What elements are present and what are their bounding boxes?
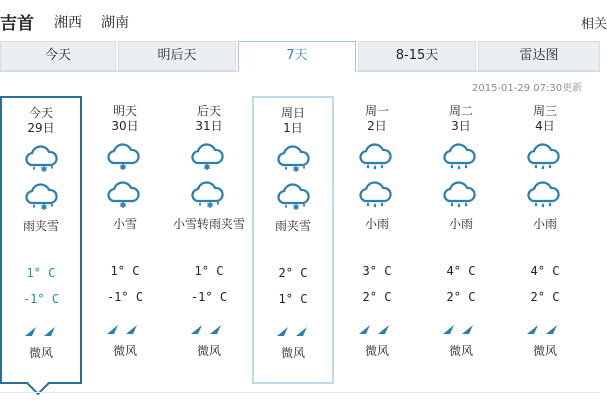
temp-high: 4° C	[446, 264, 476, 278]
wind-icon	[526, 322, 562, 336]
day-label: 后天	[196, 104, 221, 118]
date-label: 31日	[195, 119, 223, 133]
date-label: 30日	[111, 119, 139, 133]
city-name: 吉首	[0, 14, 34, 34]
wind-icon	[358, 322, 394, 336]
day-column[interactable]	[168, 96, 250, 384]
wind-icon	[190, 322, 226, 336]
wind-label: 微风	[532, 344, 557, 358]
temp-high: 1° C	[110, 264, 140, 278]
day-column[interactable]	[420, 96, 502, 384]
temp-high: 4° C	[530, 264, 560, 278]
rain-icon	[357, 179, 393, 209]
location-header	[0, 0, 607, 40]
temp-low: -1° C	[22, 292, 60, 306]
sleet-icon	[23, 143, 59, 173]
day-label: 周一	[364, 104, 389, 118]
sleet-icon	[275, 143, 311, 173]
snow-icon	[105, 179, 141, 209]
wind-icon	[276, 324, 312, 338]
date-label: 29日	[27, 121, 55, 135]
day-label: 周三	[532, 104, 557, 118]
snow-icon	[189, 141, 225, 171]
update-time: 2015-01-29 07:30更新	[472, 83, 583, 94]
tab-7day[interactable]: 7天	[238, 41, 356, 72]
day-column[interactable]	[336, 96, 418, 384]
wind-label: 微风	[196, 344, 221, 358]
weather-desc: 小雪转雨夹雪	[172, 217, 245, 231]
day-label: 明天	[112, 104, 137, 118]
snow-icon	[105, 141, 141, 171]
day-column[interactable]	[504, 96, 586, 384]
temp-high: 3° C	[362, 264, 392, 278]
temp-high: 2° C	[278, 266, 308, 280]
rain-icon	[441, 141, 477, 171]
tab-radar[interactable]: 雷达图	[478, 41, 600, 71]
day-column[interactable]	[0, 96, 82, 384]
day-label: 今天	[28, 106, 53, 120]
temp-low: 2° C	[446, 290, 476, 304]
tab-8-15day[interactable]: 8-15天	[358, 41, 476, 71]
forecast-tabs	[0, 41, 600, 72]
wind-label: 微风	[112, 344, 137, 358]
temp-low: -1° C	[106, 290, 144, 304]
rain-icon	[441, 179, 477, 209]
temp-low: 2° C	[362, 290, 392, 304]
tab-tomorrow[interactable]: 明后天	[118, 41, 236, 71]
wind-icon	[442, 322, 478, 336]
date-label: 1日	[283, 121, 303, 135]
date-label: 3日	[451, 119, 471, 133]
weather-desc: 小雪	[112, 217, 137, 231]
sleet-icon	[23, 181, 59, 211]
weather-desc: 小雨	[364, 217, 389, 231]
day-label: 周日	[280, 106, 305, 120]
tab-today[interactable]: 今天	[0, 41, 116, 71]
temp-low: 1° C	[278, 292, 308, 306]
date-label: 2日	[367, 119, 387, 133]
wind-label: 微风	[280, 346, 305, 360]
divider	[0, 392, 600, 393]
province-link[interactable]: 湖南	[101, 15, 129, 31]
related-link[interactable]: 相关	[581, 17, 607, 32]
weather-desc: 雨夹雪	[22, 219, 59, 233]
rain-icon	[525, 141, 561, 171]
temp-low: 2° C	[530, 290, 560, 304]
day-label: 周二	[448, 104, 473, 118]
temp-high: 1° C	[26, 266, 56, 280]
weather-desc: 雨夹雪	[274, 219, 311, 233]
rain-icon	[525, 179, 561, 209]
sleet-icon	[189, 179, 225, 209]
sleet-icon	[275, 181, 311, 211]
region-link[interactable]: 湘西	[54, 15, 82, 31]
weather-desc: 小雨	[532, 217, 557, 231]
temp-high: 1° C	[194, 264, 224, 278]
day-column[interactable]	[252, 96, 334, 384]
wind-label: 微风	[364, 344, 389, 358]
wind-icon	[106, 322, 142, 336]
date-label: 4日	[535, 119, 555, 133]
wind-icon	[24, 324, 60, 338]
wind-label: 微风	[28, 346, 53, 360]
temp-low: -1° C	[190, 290, 228, 304]
weather-desc: 小雨	[448, 217, 473, 231]
day-column[interactable]	[84, 96, 166, 384]
wind-label: 微风	[448, 344, 473, 358]
rain-icon	[357, 141, 393, 171]
